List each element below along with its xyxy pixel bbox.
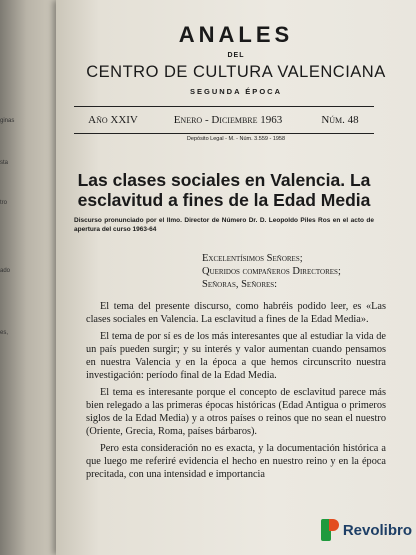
left-page-fragment: es, [0,330,9,336]
issue-year: Año XXIV [88,114,138,126]
issue-period: Enero - Diciembre 1963 [173,114,283,126]
paragraph: Pero esta consideración no es exacta, y la documentación histórica a que luego me referiré evidencia el hecho en nuestro reino y en la época precitada, con una intensidad e importancia [86,443,386,480]
salutation-line: Señoras, Señores: [202,279,278,290]
left-page-fragment: ginas [0,118,15,124]
salutation [202,252,341,291]
paragraph: El tema de por sí es de los más interesantes que al estudiar la vida de un país pueden surgir; y su interés y valor aumentan cuando pensamos en nuestra Valencia y en la época a que hemos circunscrito nuestra investigación: período final de la Edad Media. [86,331,386,381]
left-page-edge [0,0,60,555]
revolibro-watermark [321,519,412,541]
journal-epoch: SEGUNDA ÉPOCA [190,87,282,96]
issue-number: Núm. 48 [321,114,359,126]
legal-deposit: Depósito Legal - M. - Núm. 3.559 - 1958 [186,136,286,142]
issue-info-bar [74,106,374,134]
document-page [56,0,416,555]
article-subtitle: Discurso pronunciado por el Ilmo. Director de Número Dr. D. Leopoldo Piles Ros en el acto de apertura del curso 1963-64 [74,217,374,233]
article-body [86,300,386,485]
watermark-text: Revolibro [342,521,412,539]
journal-title: ANALES [178,22,294,47]
journal-del: DEL [227,52,245,59]
left-page-fragment: sta [0,160,9,166]
journal-institution: CENTRO DE CULTURA VALENCIANA [86,63,386,81]
left-page-fragment: ado [0,268,11,274]
revolibro-logo-icon [321,519,339,541]
salutation-line: Excelentísimos Señores; [202,253,303,264]
salutation-line: Queridos compañeros Directores; [202,266,341,277]
left-page-fragment: tro [0,200,8,206]
paragraph: El tema del presente discurso, como habréis podido leer, es «Las clases sociales en Valencia. La esclavitud a fines de la Edad Media». [86,301,386,325]
paragraph: El tema es interesante porque el concepto de esclavitud parece más bien relegado a las primeras épocas históricas (Edad Antigua o primeros siglos de la Edad Media) y a otros países o reinos que no sean el nuestro (Oriente, Grecia, Roma, países bárbaros). [86,387,386,437]
article-title: Las clases sociales en Valencia. La esclavitud a fines de la Edad Media [77,170,371,210]
